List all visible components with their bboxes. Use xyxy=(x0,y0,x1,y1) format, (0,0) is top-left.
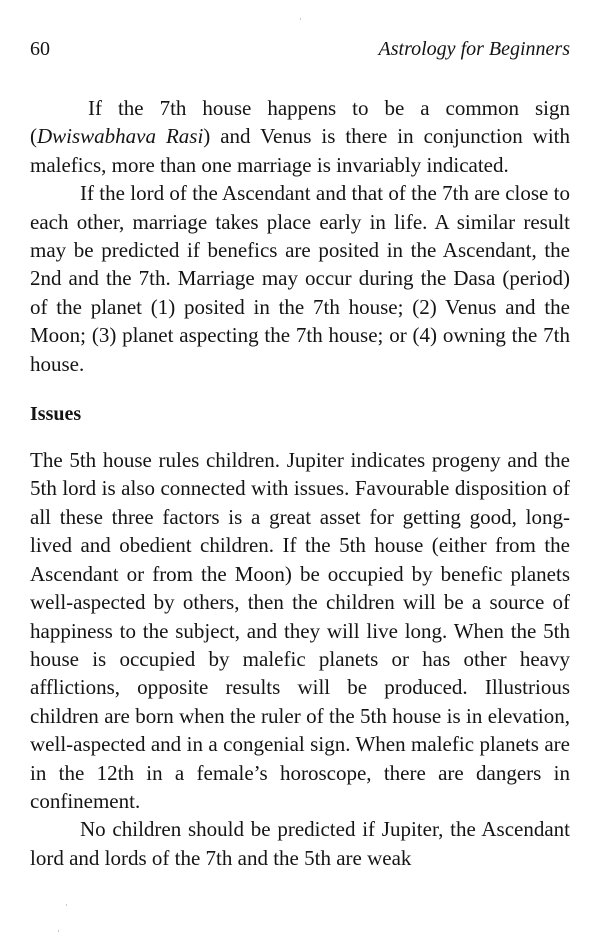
paragraph-issues: The 5th house rules children. Jupiter indicates progeny and the 5th lord is also connected with issues. Favourable disposition of all these three factors is a great asset for getting good, long-lived and obedient children. If the 5th house (either from the Ascendant or from the Moon) be occupied by benefic planets well-aspected by others, then the children will be a source of happiness to the subject, and they will live long. When the 5th house is occupied by malefic planets or has other heavy afflictions, opposite results will be produced. Illustrious children are born when the ruler of the 5th house is in elevation, well-aspected and in a congenial sign. When malefic planets are in the 12th in a female’s horoscope, there are dangers in confinement. xyxy=(30,448,570,813)
paragraph-marriage-common-sign xyxy=(30,94,570,179)
page-number: 60 xyxy=(30,38,50,60)
section-heading-issues: Issues xyxy=(30,403,82,426)
paragraph-text: ) and Venus is there in conjunction with malefics, more than one marriage is invariably indicated. xyxy=(30,124,570,177)
scan-speck xyxy=(300,18,301,20)
sanskrit-term: Dwiswabhava Rasi xyxy=(37,124,204,149)
running-title: Astrology for Beginners xyxy=(378,38,570,60)
paragraph-marriage-timing: If the lord of the Ascendant and that of the 7th are close to each other, marriage takes place early in life. A similar result may be predicted if benefics are posited in the Ascendant, the 2nd and the 7th. Marriage may occur during the Dasa (period) of the planet (1) posited in the 7th house; (2) Venus and the Moon; (3) planet aspecting the 7th house; or (4) owning the 7th house. xyxy=(30,181,570,376)
paragraph-no-children: No children should be predicted if Jupiter, the Ascendant lord and lords of the 7th and the 5th are weak xyxy=(30,817,570,870)
body-text xyxy=(30,94,570,872)
paragraph-text: If the 7th house happens to be a common sign ( xyxy=(30,96,570,149)
page-header xyxy=(30,38,570,64)
scan-speck xyxy=(58,930,59,932)
scan-speck xyxy=(66,904,67,906)
